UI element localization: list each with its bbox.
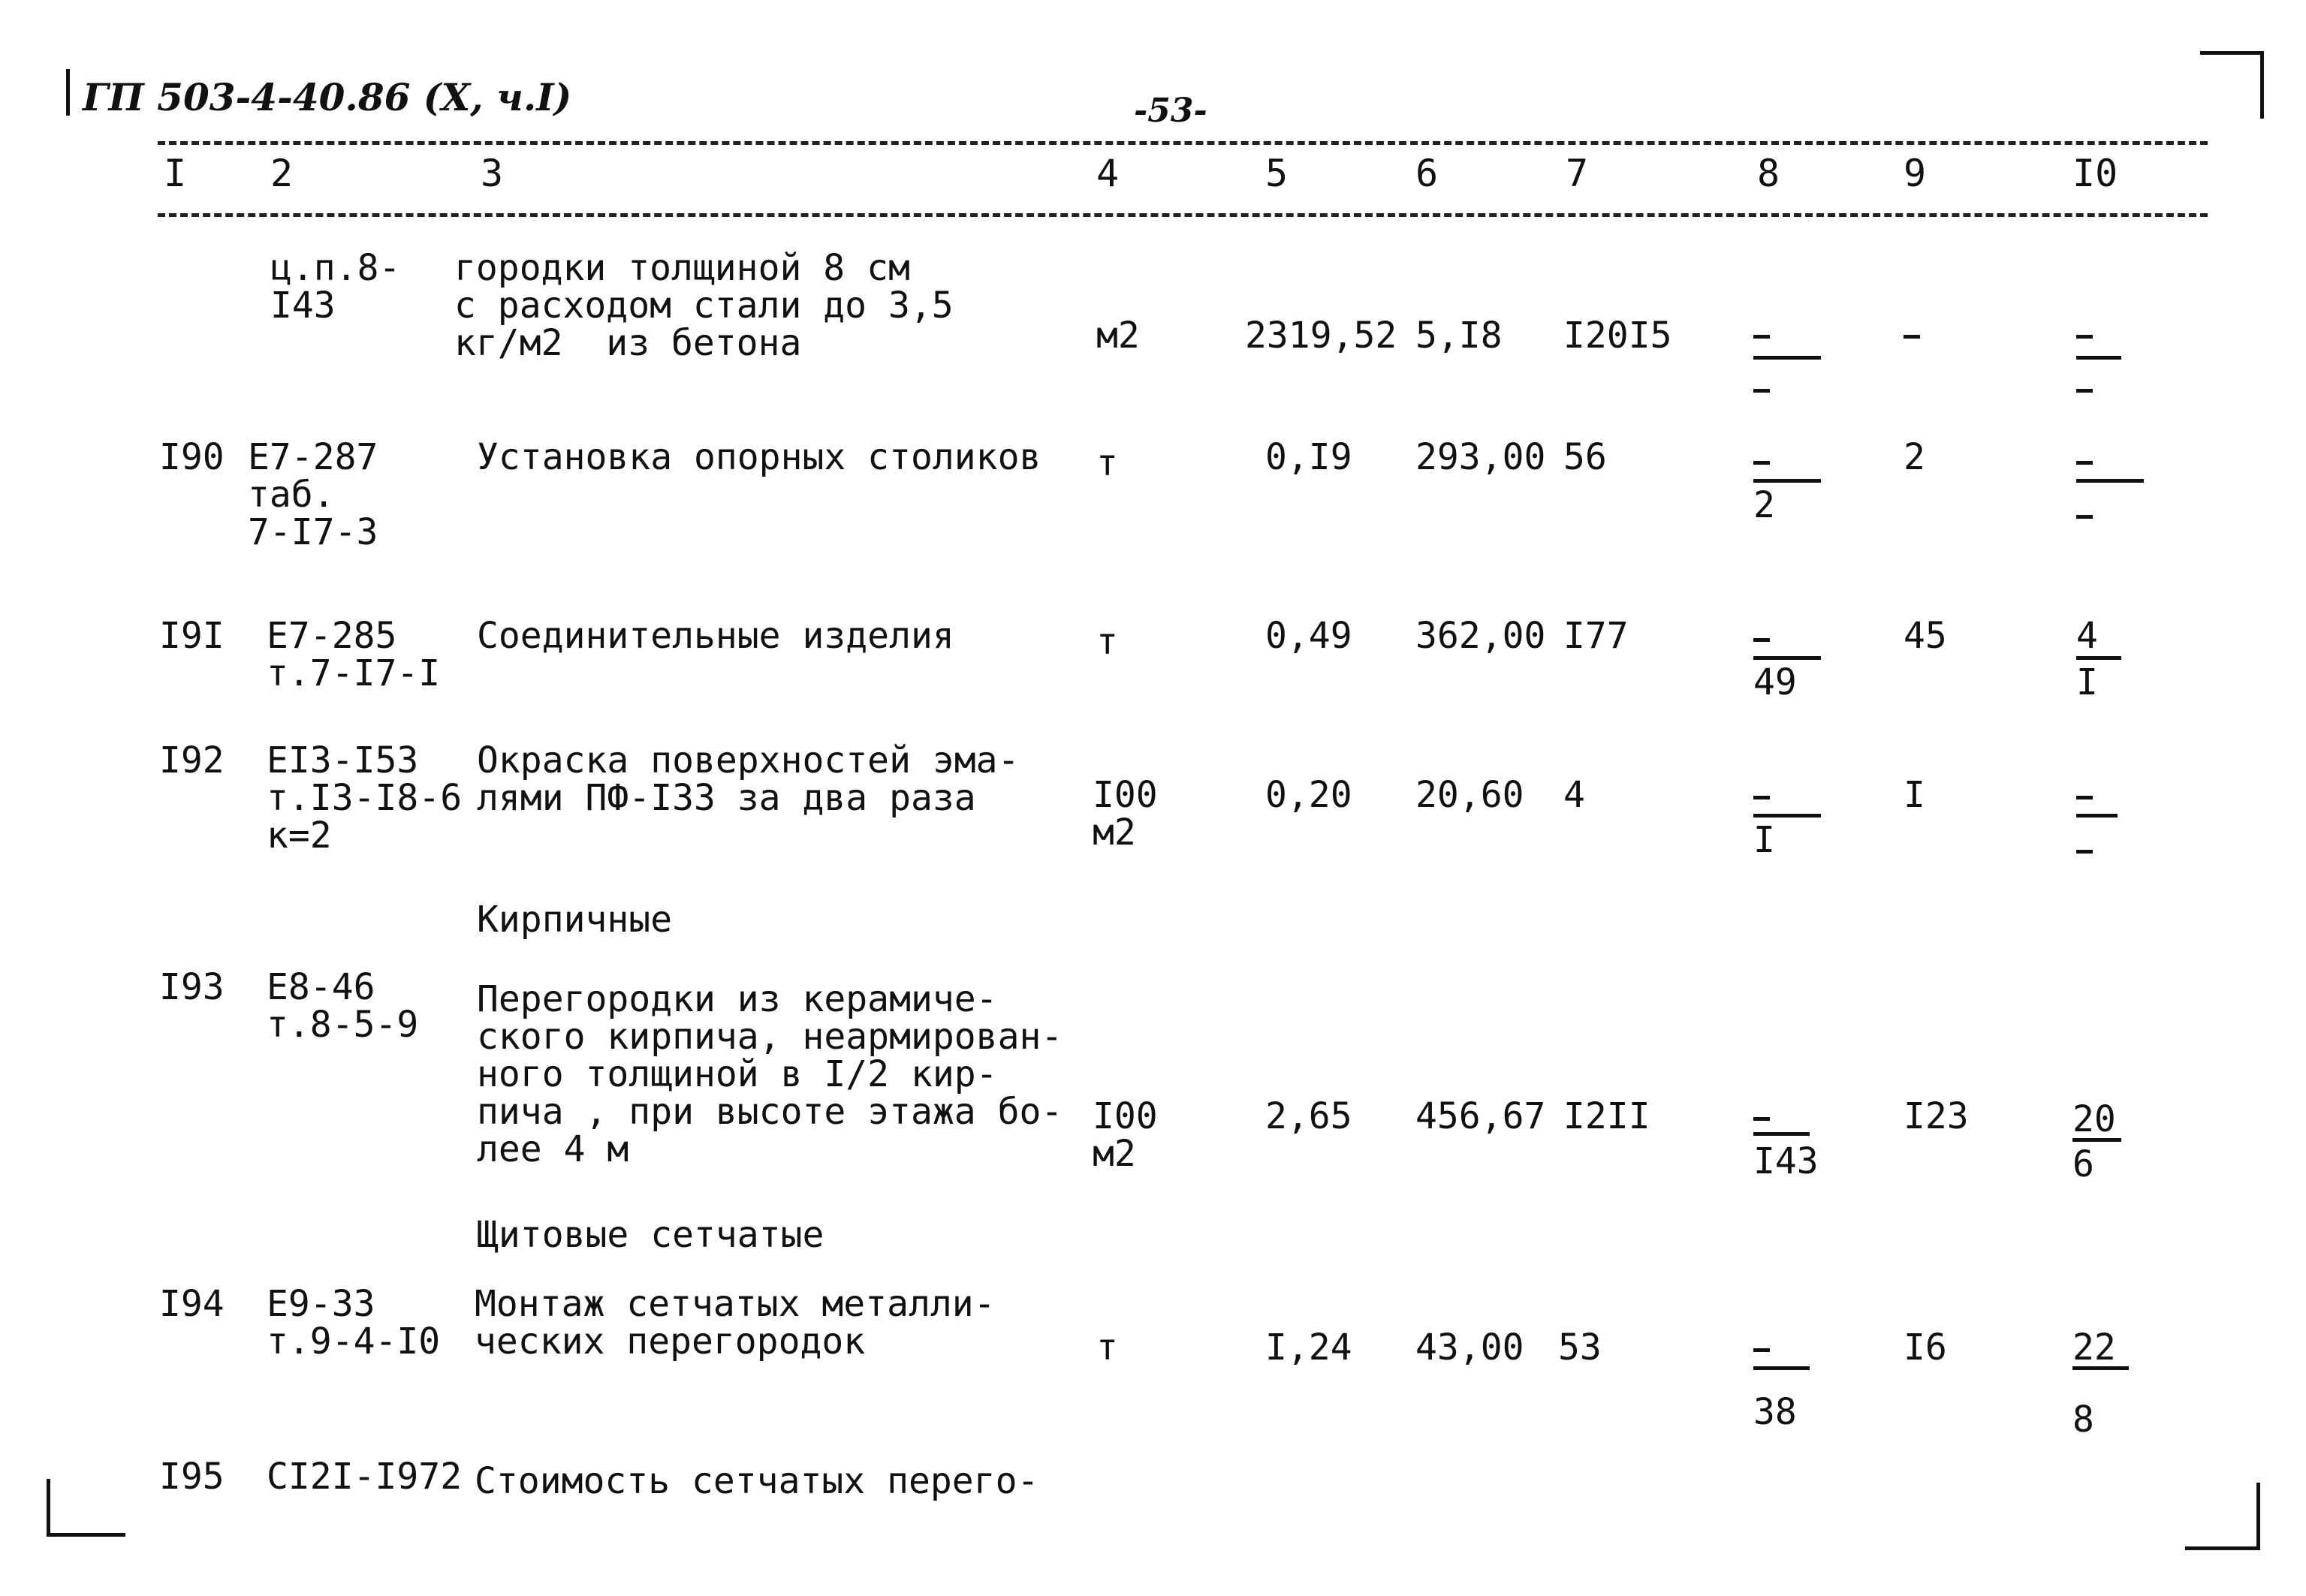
row-number: I9I xyxy=(159,615,225,657)
row-unit: т xyxy=(1096,621,1118,663)
row-description: Окраска поверхностей эма- лями ПФ-I33 за два раза xyxy=(477,739,1020,819)
row-total: 53 xyxy=(1558,1326,1602,1369)
row-quantity: 0,49 xyxy=(1265,615,1352,657)
row-col9: 45 xyxy=(1904,615,1947,657)
column-header-4: 4 xyxy=(1096,152,1120,195)
section-heading-mesh-panels: Щитовые сетчатые xyxy=(477,1214,824,1256)
row-total: 56 xyxy=(1563,436,1607,478)
column-header-3: 3 xyxy=(481,152,504,195)
row-unit: I00 м2 xyxy=(1093,774,1158,854)
row-col9: 2 xyxy=(1904,436,1925,478)
row-code: Е9-33 т.9-4-I0 xyxy=(267,1283,441,1363)
column-header-9: 9 xyxy=(1904,152,1927,195)
column-header-7: 7 xyxy=(1566,152,1589,195)
row-number: I90 xyxy=(159,436,225,478)
row-description: Перегородки из керамиче- ского кирпича, неармирован- ного толщиной в I/2 кир- пича , при высоте этажа бо- лее 4 м xyxy=(477,978,1063,1170)
row-description: Установка опорных столиков xyxy=(477,436,1041,478)
row-col9: I xyxy=(1904,774,1925,816)
row-unit: I00 м2 xyxy=(1093,1095,1158,1175)
row-price: 293,00 xyxy=(1415,436,1546,478)
column-header-5: 5 xyxy=(1265,152,1289,195)
row-code: Е7-285 т.7-I7-I xyxy=(267,615,441,694)
row-quantity: 2,65 xyxy=(1265,1095,1352,1137)
row-unit: т xyxy=(1096,442,1118,484)
corner-mark-top-left xyxy=(66,69,70,116)
row-unit: м2 xyxy=(1096,315,1140,357)
document-code: ГП 503-4-40.86 (Х, ч.I) xyxy=(83,75,572,119)
column-header-2: 2 xyxy=(270,152,294,195)
row-unit: т xyxy=(1096,1326,1118,1369)
column-header-8: 8 xyxy=(1757,152,1780,195)
row-number: I95 xyxy=(159,1456,225,1498)
row-description: Стоимость сетчатых перего- xyxy=(475,1460,1039,1502)
header-rule-top xyxy=(158,141,2208,145)
row-quantity: 0,20 xyxy=(1265,774,1352,816)
row-code: ц.п.8- I43 xyxy=(270,247,401,327)
column-header-6: 6 xyxy=(1415,152,1439,195)
row-total: I20I5 xyxy=(1563,315,1672,357)
row-code: СI2I-I972 xyxy=(267,1456,463,1498)
row-col9-dash xyxy=(1904,335,1920,339)
row-code: ЕI3-I53 т.I3-I8-6 к=2 xyxy=(267,739,463,857)
row-total: I77 xyxy=(1563,615,1629,657)
row-price: 43,00 xyxy=(1415,1326,1524,1369)
row-col9: I23 xyxy=(1904,1095,1969,1137)
corner-mark-bottom-right xyxy=(2185,1483,2260,1550)
row-code: Е7-287 таб. 7-I7-3 xyxy=(248,436,378,553)
row-price: 456,67 xyxy=(1415,1095,1546,1137)
row-number: I94 xyxy=(159,1283,225,1325)
column-header-1: I xyxy=(164,152,187,195)
row-col9: I6 xyxy=(1904,1326,1947,1369)
row-description: Монтаж сетчатых металли- ческих перегородок xyxy=(475,1283,996,1363)
page-number: -53- xyxy=(1134,92,1207,130)
row-code: Е8-46 т.8-5-9 xyxy=(267,966,419,1046)
row-price: 20,60 xyxy=(1415,774,1524,816)
row-quantity: 2319,52 xyxy=(1245,315,1397,357)
row-total: I2II xyxy=(1563,1095,1650,1137)
row-description: городки толщиной 8 см с расходом стали до 3,5 кг/м2 из бетона xyxy=(454,247,954,364)
corner-mark-top-right xyxy=(2200,51,2264,119)
header-rule-bottom xyxy=(158,213,2208,217)
row-price: 5,I8 xyxy=(1415,315,1503,357)
row-total: 4 xyxy=(1563,774,1585,816)
row-number: I93 xyxy=(159,966,225,1008)
row-description: Соединительные изделия xyxy=(477,615,954,657)
row-quantity: 0,I9 xyxy=(1265,436,1352,478)
row-number: I92 xyxy=(159,739,225,781)
section-heading-brick: Кирпичные xyxy=(477,899,673,941)
row-quantity: I,24 xyxy=(1265,1326,1352,1369)
row-price: 362,00 xyxy=(1415,615,1546,657)
corner-mark-bottom-left xyxy=(47,1479,125,1537)
column-header-10: I0 xyxy=(2072,152,2118,195)
